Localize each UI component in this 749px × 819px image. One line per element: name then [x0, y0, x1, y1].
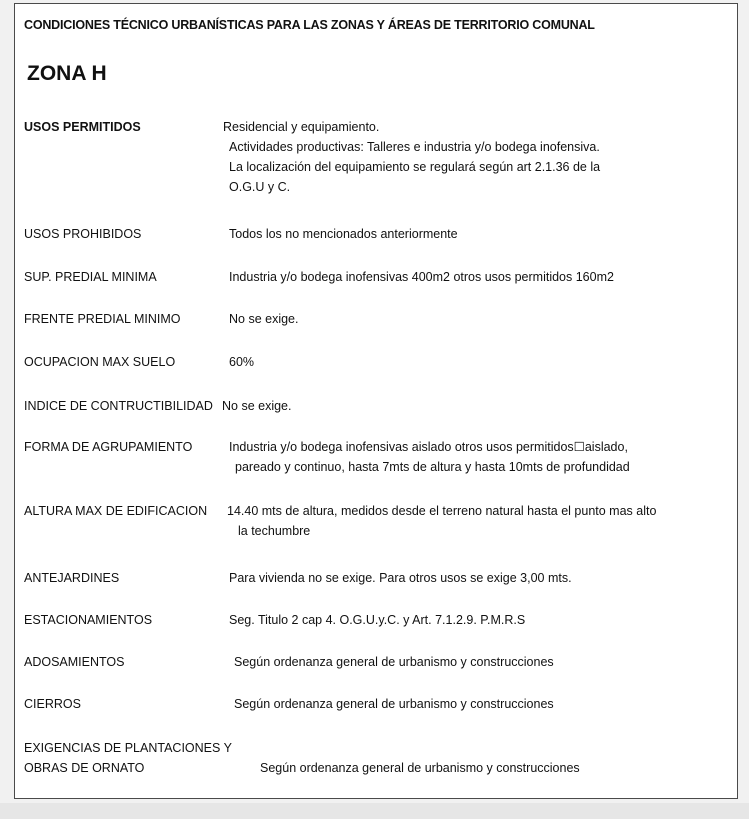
- value-line: Industria y/o bodega inofensivas aislado otros usos permitidos☐aislado,: [229, 440, 628, 454]
- value-line: Según ordenanza general de urbanismo y construcciones: [234, 655, 554, 669]
- row-label-exigencias-de-plantaciones: [24, 738, 232, 778]
- row-label-forma-de-agrupamiento: FORMA DE AGRUPAMIENTO: [24, 440, 193, 454]
- zone-title: ZONA H: [27, 62, 107, 85]
- value-line: 14.40 mts de altura, medidos desde el terreno natural hasta el punto mas alto: [227, 504, 657, 518]
- value-line: 60%: [229, 355, 255, 369]
- row-value-adosamientos: [234, 652, 554, 672]
- row-label-ocupacion-max-suelo: OCUPACION MAX SUELO: [24, 355, 176, 369]
- row-label-sup-predial-minima: SUP. PREDIAL MINIMA: [24, 270, 157, 284]
- value-line: Todos los no mencionados anteriormente: [229, 227, 458, 241]
- row-value-altura-max-de-edificacion: [227, 501, 656, 541]
- row-value-frente-predial-minimo: [229, 309, 298, 329]
- label-line: EXIGENCIAS DE PLANTACIONES Y: [24, 741, 232, 755]
- value-line: La localización del equipamiento se regulará según art 2.1.36 de la: [229, 160, 601, 174]
- document-heading: CONDICIONES TÉCNICO URBANÍSTICAS PARA LAS ZONAS Y ÁREAS DE TERRITORIO COMUNAL: [24, 18, 595, 32]
- value-line: No se exige.: [229, 312, 299, 326]
- value-line: Según ordenanza general de urbanismo y construcciones: [260, 761, 580, 775]
- row-value-ocupacion-max-suelo: [229, 352, 254, 372]
- row-value-usos-prohibidos: [229, 224, 458, 244]
- value-line: Industria y/o bodega inofensivas 400m2 otros usos permitidos 160m2: [229, 270, 614, 284]
- bottom-background-band: [0, 803, 749, 819]
- row-value-usos-permitidos: [223, 117, 600, 197]
- value-line: Para vivienda no se exige. Para otros usos se exige 3,00 mts.: [229, 571, 572, 585]
- row-label-usos-prohibidos: USOS PROHIBIDOS: [24, 227, 142, 241]
- row-value-antejardines: [229, 568, 572, 588]
- row-value-sup-predial-minima: [229, 267, 614, 287]
- row-value-forma-de-agrupamiento: [229, 437, 630, 477]
- value-line: la techumbre: [238, 524, 311, 538]
- document-sheet: [14, 3, 738, 799]
- row-label-adosamientos: ADOSAMIENTOS: [24, 655, 125, 669]
- row-label-cierros: CIERROS: [24, 697, 81, 711]
- value-line: Según ordenanza general de urbanismo y construcciones: [234, 697, 554, 711]
- row-label-antejardines: ANTEJARDINES: [24, 571, 120, 585]
- row-value-exigencias-de-plantaciones: [260, 758, 580, 778]
- value-line: No se exige.: [222, 399, 292, 413]
- row-value-indice-de-contructibilidad: [222, 396, 291, 416]
- value-line: Residencial y equipamiento.: [223, 120, 380, 134]
- value-line: O.G.U y C.: [229, 180, 291, 194]
- value-line: Actividades productivas: Talleres e industria y/o bodega inofensiva.: [229, 140, 600, 154]
- row-label-indice-de-contructibilidad: INDICE DE CONTRUCTIBILIDAD: [24, 399, 213, 413]
- row-value-cierros: [234, 694, 554, 714]
- row-label-usos-permitidos: USOS PERMITIDOS: [24, 120, 141, 134]
- row-label-estacionamientos: ESTACIONAMIENTOS: [24, 613, 153, 627]
- value-line: pareado y continuo, hasta 7mts de altura y hasta 10mts de profundidad: [235, 460, 630, 474]
- row-label-altura-max-de-edificacion: ALTURA MAX DE EDIFICACION: [24, 504, 208, 518]
- value-line: Seg. Titulo 2 cap 4. O.G.U.y.C. y Art. 7.1.2.9. P.M.R.S: [229, 613, 526, 627]
- row-label-frente-predial-minimo: FRENTE PREDIAL MINIMO: [24, 312, 181, 326]
- row-value-estacionamientos: [229, 610, 525, 630]
- label-line: OBRAS DE ORNATO: [24, 761, 145, 775]
